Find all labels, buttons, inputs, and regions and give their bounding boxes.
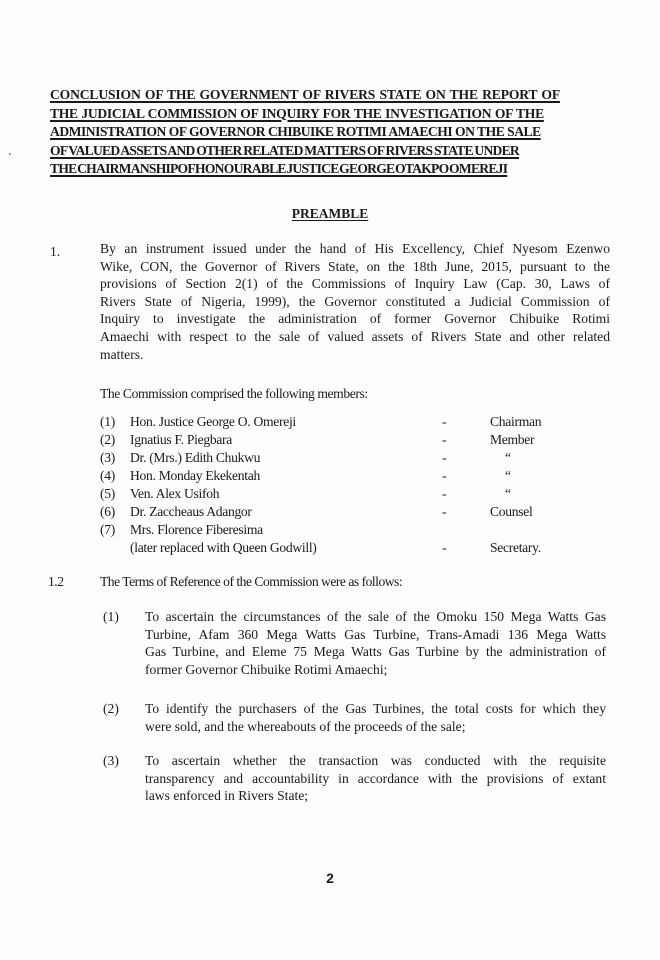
- member-name: Dr. (Mrs.) Edith Chukwu: [130, 450, 261, 465]
- member-row: [100, 486, 580, 504]
- member-index: (2): [100, 432, 115, 447]
- member-dash: -: [442, 432, 447, 447]
- paragraph-line: matters.: [100, 346, 144, 362]
- member-name: Mrs. Florence Fiberesima: [130, 522, 263, 537]
- paragraph-line: Inquiry to investigate the administration of former Governor Chibuike Rotimi: [100, 311, 610, 327]
- member-row: [100, 522, 580, 558]
- paragraph-line: Amaechi with respect to the sale of valued assets of Rivers State and other related: [100, 328, 610, 344]
- terms-item-index: (1): [103, 609, 119, 624]
- member-row: [100, 504, 580, 522]
- scan-speck: [9, 153, 11, 155]
- terms-line: Turbine, Afam 360 Mega Watts Gas Turbine, Trans-Amadi 136 Mega Watts: [145, 626, 606, 642]
- member-role: “: [505, 450, 511, 465]
- member-role: Secretary.: [490, 540, 541, 555]
- paragraph-line: By an instrument issued under the hand of His Excellency, Chief Nyesom Ezenwo: [100, 241, 610, 256]
- member-role: “: [505, 468, 511, 483]
- member-dash: -: [442, 540, 447, 555]
- member-index: (1): [100, 414, 115, 429]
- terms-line: To ascertain the circumstances of the sale of the Omoku 150 Mega Watts Gas: [145, 609, 606, 624]
- member-name: Ignatius F. Piegbara: [130, 432, 233, 447]
- members-intro: The Commission comprised the following members:: [100, 386, 368, 401]
- member-name: Ven. Alex Usifoh: [130, 486, 220, 501]
- member-role: Member: [490, 432, 535, 447]
- document-title: [50, 86, 610, 179]
- page-number: 2: [326, 870, 334, 886]
- title-line: OF VALUED ASSETS AND OTHER RELATED MATTERS OF RIVERS STATE UNDER: [50, 142, 519, 158]
- member-row: [100, 468, 580, 486]
- paragraph-1: [100, 240, 610, 363]
- title-line: ADMINISTRATION OF GOVERNOR CHIBUIKE ROTIMI AMAECHI ON THE SALE: [50, 124, 541, 140]
- title-line: THE CHAIRMANSHIP OF HONOURABLE JUSTICE GEORGE OTAKPO OMEREJI: [50, 161, 508, 177]
- member-index: (3): [100, 450, 115, 465]
- section-heading-preamble: PREAMBLE: [291, 206, 369, 221]
- terms-line: To ascertain whether the transaction was conducted with the requisite: [145, 753, 606, 768]
- terms-line: former Governor Chibuike Rotimi Amaechi;: [145, 661, 388, 677]
- section-heading-text: The Terms of Reference of the Commission were as follows:: [100, 574, 403, 589]
- member-index: (7): [100, 522, 115, 537]
- member-row: [100, 432, 580, 450]
- member-dash: -: [442, 504, 447, 519]
- member-dash: -: [442, 486, 447, 501]
- member-row: [100, 414, 580, 432]
- terms-line: To identify the purchasers of the Gas Turbines, the total costs for which they: [145, 701, 606, 716]
- member-row: [100, 450, 580, 468]
- member-role: “: [505, 486, 511, 501]
- member-index: (5): [100, 486, 115, 501]
- member-role: Chairman: [490, 414, 542, 429]
- member-name: Dr. Zaccheaus Adangor: [130, 504, 252, 519]
- section-number: 1.2: [48, 574, 64, 589]
- member-name: Hon. Justice George O. Omereji: [130, 414, 296, 429]
- terms-item-index: (3): [103, 753, 119, 768]
- paragraph-number: 1.: [50, 244, 61, 259]
- member-index: (4): [100, 468, 115, 483]
- paragraph-line: Rivers State of Nigeria, 1999), the Governor constituted a Judicial Commission of: [100, 293, 610, 309]
- terms-line: transparency and accountability in accordance with the provisions of extant: [145, 770, 606, 786]
- terms-item-text: [145, 752, 606, 805]
- terms-item-text: [145, 700, 606, 735]
- title-line: THE JUDICIAL COMMISSION OF INQUIRY FOR THE INVESTIGATION OF THE: [50, 105, 544, 121]
- paragraph-line: Wike, CON, the Governor of Rivers State, on the 18th June, 2015, pursuant to the: [100, 258, 610, 274]
- member-dash: -: [442, 414, 447, 429]
- terms-item-text: [145, 608, 606, 678]
- terms-line: Gas Turbine, and Eleme 75 Mega Watts Gas Turbine by the administration of: [145, 644, 606, 660]
- member-name-note: (later replaced with Queen Godwill): [130, 540, 317, 555]
- terms-line: laws enforced in Rivers State;: [145, 788, 309, 804]
- member-dash: -: [442, 450, 447, 465]
- paragraph-line: provisions of Section 2(1) of the Commissions of Inquiry Law (Cap. 30, Laws of: [100, 276, 610, 292]
- member-index: (6): [100, 504, 115, 519]
- member-role: Counsel: [490, 504, 533, 519]
- title-line: CONCLUSION OF THE GOVERNMENT OF RIVERS STATE ON THE REPORT OF: [50, 87, 560, 102]
- members-list: [100, 414, 580, 558]
- terms-line: were sold, and the whereabouts of the proceeds of the sale;: [145, 718, 466, 734]
- member-dash: -: [442, 468, 447, 483]
- member-name: Hon. Monday Ekekentah: [130, 468, 260, 483]
- terms-item-index: (2): [103, 701, 119, 716]
